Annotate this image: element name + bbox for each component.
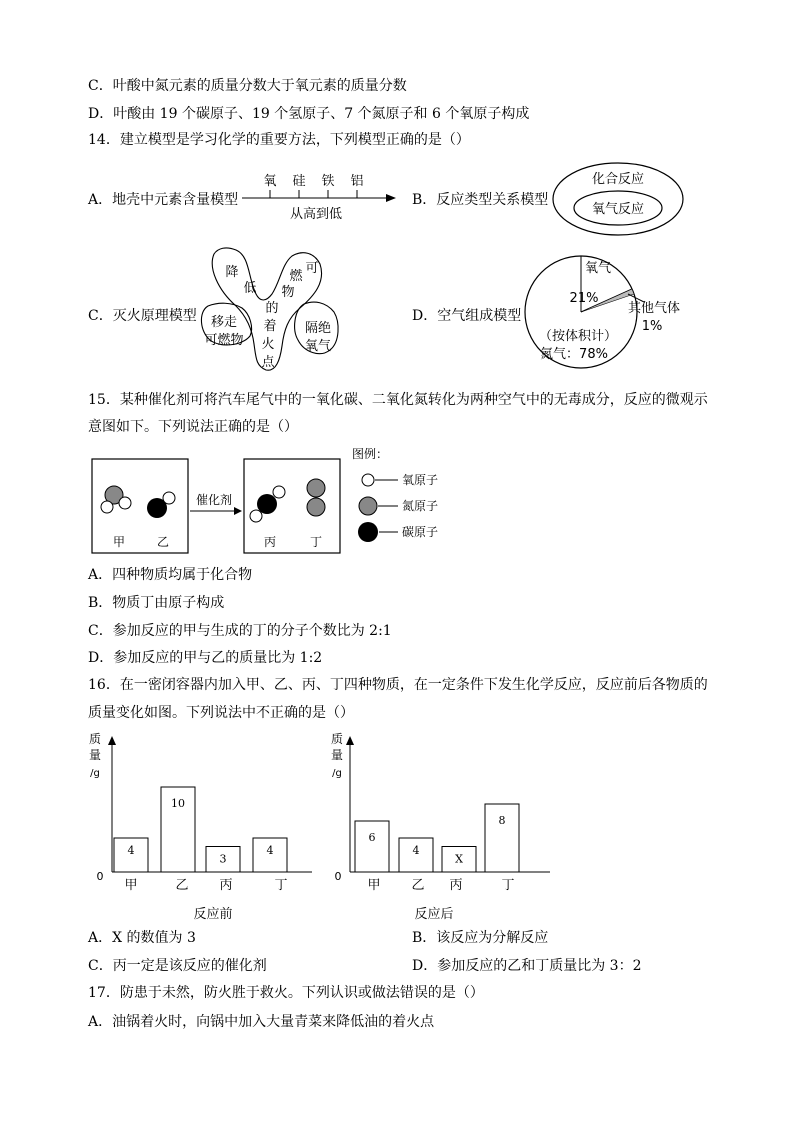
category-label: 丁 [501, 878, 515, 893]
word-jiang: 降 [225, 265, 239, 280]
category-label: 乙 [175, 878, 189, 893]
label-jia: 甲 [112, 535, 126, 549]
category-label: 丁 [274, 878, 288, 893]
q14-option-a-label: A．地壳中元素含量模型 [88, 192, 239, 208]
label-ding: 丁 [309, 535, 323, 549]
word-de: 的 [265, 301, 279, 316]
category-label: 乙 [411, 878, 425, 893]
y-axis-label-char: 质 [330, 732, 344, 746]
label-yangqi: 氧气 [304, 339, 332, 354]
crust-element-2: 硅 [292, 174, 306, 189]
y-axis-arrow [346, 736, 354, 745]
bar-value-label: 10 [171, 797, 185, 810]
legend-nitrogen: 氮原子 [402, 499, 439, 513]
bar-value-label: 3 [219, 852, 227, 866]
chart-title: 反应后 [414, 907, 454, 922]
origin-label: 0 [96, 870, 104, 883]
pie-other-pct: 1% [641, 319, 663, 334]
q15-reaction-diagram [88, 440, 468, 558]
bar-value-label: 6 [368, 831, 376, 844]
q16-option-a: A．X 的数值为 3 [88, 930, 196, 946]
bar-value-label: 4 [127, 844, 135, 857]
q17-stem: 17．防患于未然，防火胜于救火。下列认识或做法错误的是（） [88, 985, 484, 1001]
crust-element-1: 氧 [263, 174, 277, 189]
crust-element-4: 铝 [350, 174, 364, 189]
word-zhuo: 着 [263, 319, 277, 334]
word-wu: 物 [281, 285, 295, 300]
q14-stem: 14．建立模型是学习化学的重要方法，下列模型正确的是（） [88, 132, 470, 148]
category-label: 丙 [219, 878, 233, 893]
q16-option-c: C．丙一定是该反应的催化剂 [88, 958, 267, 974]
word-ran: 燃 [289, 269, 303, 284]
y-axis-label-char: 量 [88, 748, 102, 762]
q16-stem-line2: 质量变化如图。下列说法中不正确的是（） [88, 705, 354, 721]
crust-element-3: 铁 [321, 174, 335, 189]
catalyst-label: 催化剂 [195, 493, 233, 507]
q16-chart-after [326, 726, 566, 926]
word-dian: 点 [261, 355, 275, 370]
label-yi: 乙 [156, 535, 170, 549]
q15-option-a: A．四种物质均属于化合物 [88, 567, 253, 583]
y-axis-label-char: 量 [330, 748, 344, 762]
origin-label: 0 [334, 870, 342, 883]
q15-option-c: C．参加反应的甲与生成的丁的分子个数比为 2:1 [88, 623, 392, 639]
q14-option-c-label: C．灭火原理模型 [88, 308, 197, 324]
category-label: 甲 [124, 878, 138, 893]
legend-oxygen: 氧原子 [402, 473, 439, 487]
label-kerandwu: 可燃物 [204, 333, 244, 348]
pie-basis-label: （按体积计） [538, 329, 618, 344]
q15-option-b: B．物质丁由原子构成 [88, 595, 225, 611]
label-bing: 丙 [263, 535, 277, 549]
q14-option-d-pie [518, 250, 698, 372]
pie-nitrogen-label: 氮气：78% [540, 347, 608, 362]
pie-other-label: 其他气体 [627, 301, 681, 316]
bar-0 [355, 821, 389, 872]
q15-option-d: D．参加反应的甲与乙的质量比为 1:2 [88, 650, 323, 666]
bar-value-label: 4 [266, 844, 274, 857]
label-gejue: 隔绝 [304, 321, 332, 336]
label-yizou: 移走 [210, 315, 238, 330]
q17-option-a: A．油锅着火时，向锅中加入大量青菜来降低油的着火点 [88, 1014, 435, 1030]
word-huo: 火 [261, 337, 275, 352]
q16-option-b: B．该反应为分解反应 [412, 930, 549, 946]
legend-title: 图例： [352, 447, 389, 461]
bar-value-label: X [455, 852, 463, 866]
q16-option-d: D．参加反应的乙和丁质量比为 3：2 [412, 958, 642, 974]
word-ke: 可 [305, 261, 319, 276]
y-axis-unit: /g [332, 768, 342, 779]
inner-ellipse-label: 氧气反应 [591, 202, 645, 217]
crust-arrow-caption: 从高到低 [289, 207, 343, 222]
q14-option-c-diagram [194, 246, 354, 376]
bar-value-label: 8 [498, 814, 506, 827]
q16-stem-line1: 16．在一密闭容器内加入甲、乙、丙、丁四种物质，在一定条件下发生化学反应，反应前后各物质的 [88, 677, 708, 693]
y-axis-label-char: 质 [88, 732, 102, 746]
q14-option-b-label: B．反应类型关系模型 [412, 192, 549, 208]
chart-title: 反应前 [193, 907, 233, 922]
pie-oxygen-label: 氧气 [584, 261, 612, 276]
q15-stem-line2: 意图如下。下列说法正确的是（） [88, 419, 298, 435]
q14-option-a-diagram [236, 168, 406, 228]
q14-option-d-label: D．空气组成模型 [412, 308, 522, 324]
q13-option-d: D．叶酸由 19 个碳原子、19 个氢原子、7 个氮原子和 6 个氧原子构成 [88, 106, 530, 122]
word-di: 低 [243, 281, 257, 296]
pie-oxygen-pct: 21% [569, 291, 599, 306]
category-label: 丙 [449, 878, 463, 893]
category-label: 甲 [367, 878, 381, 893]
q13-option-c: C．叶酸中氮元素的质量分数大于氧元素的质量分数 [88, 78, 407, 94]
outer-ellipse-label: 化合反应 [591, 172, 645, 187]
y-axis-arrow [108, 736, 116, 745]
y-axis-unit: /g [90, 768, 100, 779]
q15-stem-line1: 15．某种催化剂可将汽车尾气中的一氧化碳、二氧化氮转化为两种空气中的无毒成分，反应的微观示 [88, 392, 708, 408]
legend-carbon: 碳原子 [402, 525, 439, 539]
bar-value-label: 4 [412, 844, 420, 857]
q16-chart-before [84, 726, 324, 926]
q14-option-b-diagram [550, 158, 690, 240]
